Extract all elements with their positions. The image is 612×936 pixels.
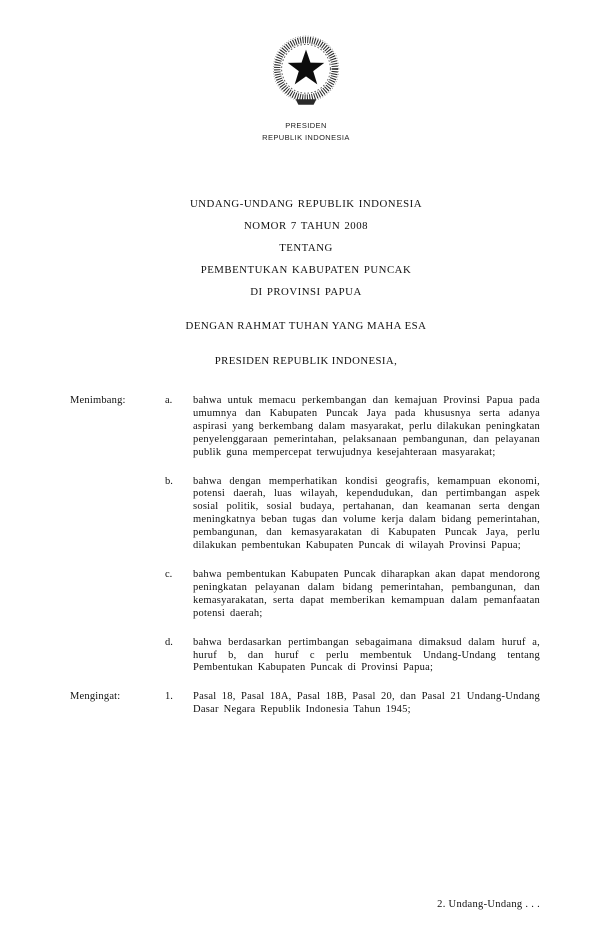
- item-text: bahwa pembentukan Kabupaten Puncak diharapkan akan dapat mendorong peningkatan pelayanan dalam bidang pemerintahan, pembangunan, dan kemasyarakatan, serta dapat memberikan kemampuan dalam pemanfaatan potensi daerah;: [193, 568, 540, 619]
- title-line-1: UNDANG-UNDANG REPUBLIK INDONESIA: [189, 198, 423, 210]
- item-marker: d.: [165, 636, 173, 648]
- title-line-2: NOMOR 7 TAHUN 2008: [243, 220, 368, 232]
- item-text: bahwa untuk memacu perkembangan dan kemajuan Provinsi Papua pada umumnya dan Kabupaten Puncak Jaya pada khususnya serta adanya aspirasi yang berkembang dalam masyarakat, perlu dilakukan peningkatan penyelenggaraan pemerintahan, pelaksanaan pembangunan, dan pelayanan publik guna mempercepat terwujudnya kesejahteraan masyarakat;: [193, 395, 540, 458]
- item-marker: 1.: [165, 691, 173, 703]
- menimbang-section: [0, 395, 612, 675]
- item-marker: a.: [165, 395, 173, 406]
- menimbang-item-b: [70, 476, 540, 553]
- menimbang-item-d: [70, 637, 540, 676]
- letterhead-line1: PRESIDEN: [285, 121, 327, 130]
- title-line-3: TENTANG: [279, 242, 333, 254]
- item-text: bahwa berdasarkan pertimbangan sebagaimana dimaksud dalam huruf a, huruf b, dan huruf c perlu membentuk Undang-Undang tentang Pembentukan Kabupaten Puncak di Provinsi Papua;: [193, 636, 540, 674]
- menimbang-item-a: [70, 395, 540, 460]
- menimbang-label: Menimbang:: [70, 395, 126, 406]
- title-line-4: PEMBENTUKAN KABUPATEN PUNCAK: [200, 264, 412, 276]
- title-line-5: DI PROVINSI PAPUA: [250, 286, 362, 298]
- title-block: [0, 198, 612, 299]
- item-text: bahwa dengan memperhatikan kondisi geografis, kemampuan ekonomi, potensi daerah, luas wilayah, kependudukan, dan pertimbangan aspek sosial politik, sosial budaya, pertahanan, dan keamanan serta dengan meningkatnya beban tugas dan volume kerja dalam bidang pemerintahan, pembangunan, dan kemasyarakatan di Kabupaten Puncak Jaya, perlu dilakukan pembentukan Kabupaten Puncak di wilayah Provinsi Papua;: [193, 475, 540, 552]
- mengingat-section: [0, 691, 612, 717]
- letterhead-line2: REPUBLIK INDONESIA: [262, 132, 350, 142]
- page-catchword: 2. Undang-Undang . . .: [437, 899, 540, 910]
- invocation-line: DENGAN RAHMAT TUHAN YANG MAHA ESA: [185, 320, 427, 332]
- mengingat-item-1: [70, 691, 540, 717]
- menimbang-item-c: [70, 569, 540, 621]
- item-marker: b.: [165, 475, 173, 487]
- authority-line: PRESIDEN REPUBLIK INDONESIA,: [214, 355, 398, 367]
- presidential-emblem-icon: [266, 32, 346, 112]
- item-text: Pasal 18, Pasal 18A, Pasal 18B, Pasal 20, dan Pasal 21 Undang-Undang Dasar Negara Republik Indonesia Tahun 1945;: [193, 691, 540, 716]
- mengingat-label: Mengingat:: [70, 691, 121, 703]
- letterhead: [0, 0, 612, 142]
- item-marker: c.: [165, 568, 173, 580]
